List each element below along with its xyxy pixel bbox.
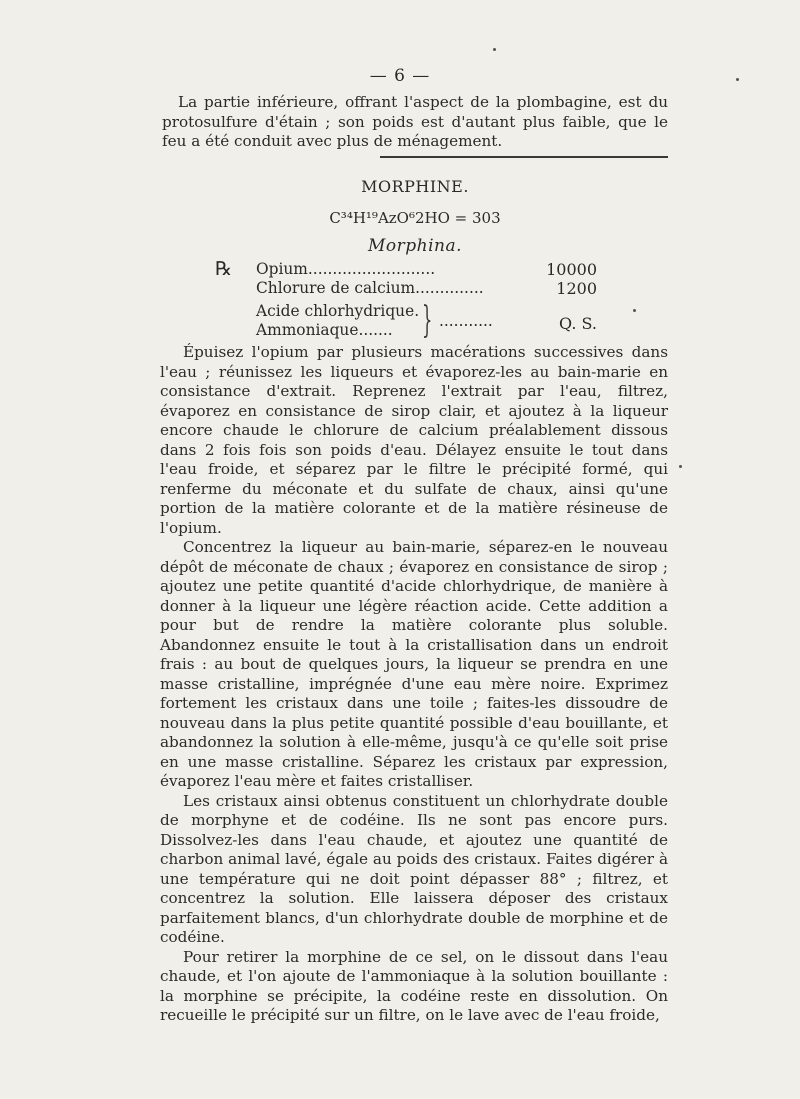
- recipe-symbol: ℞: [215, 258, 233, 280]
- print-speck: [736, 78, 739, 81]
- intro-text: La partie inférieure, offrant l'aspect de la plombagine, est du protosulfure d'étain ; son poids est d'autant plus faible, que le feu a été conduit avec plus de ménagement.: [162, 93, 668, 150]
- recipe-item-qty: 1200: [556, 279, 597, 298]
- recipe-item-chlorure: [256, 279, 484, 298]
- recipe-item-leader: ..............: [415, 279, 484, 297]
- recipe-shared-qty: Q. S.: [559, 314, 597, 333]
- recipe-item-ammoniaque: [256, 321, 393, 340]
- recipe-item-name: Acide chlorhydrique.: [256, 302, 420, 320]
- recipe-shared-leader: ...........: [439, 312, 493, 330]
- print-speck: [633, 309, 636, 312]
- paragraph: Concentrez la liqueur au bain-marie, séparez-en le nouveau dépôt de méconate de chaux ; évaporez en consistance de sirop ; ajoutez une petite quantité d'acide chlorhydrique, de manière à donner à la liqueur une légère réaction acide. Cette addition a pour but de rendre la matière colorante plus soluble. Abandonnez ensuite le tout à la cristallisation dans un endroit frais : au bout de quelques jours, la liqueur se prendra en une masse cristalline, imprégnée d'une eau mère noire. Exprimez fortement les cristaux dans une toile ; faites-les dissoudre de nouveau dans la plus petite quantité possible d'eau bouillante, et abandonnez la solution à elle-même, jusqu'à ce qu'elle soit prise en une masse cristalline. Séparez les cristaux par expression, évaporez l'eau mère et faites cristalliser.: [160, 538, 668, 790]
- recipe-item-name: Opium: [256, 260, 308, 278]
- print-speck: [679, 465, 682, 468]
- latin-name: Morphina.: [367, 236, 463, 256]
- recipe-item-leader: ..........................: [307, 260, 436, 278]
- paragraph: Les cristaux ainsi obtenus constituent un chlorhydrate double de morphyne et de codéine. Ils ne sont pas encore purs. Dissolvez-les dans l'eau chaude, et ajoutez une quantité de charbon animal lavé, égale au poids des cristaux. Faites digérer à une température qui ne doit point dépasser 88° ; filtrez, et concentrez la solution. Elle laissera déposer des cristaux parfaitement blancs, d'un chlorhydrate double de morphine et de codéine.: [160, 791, 668, 946]
- recipe-brace: }: [422, 300, 433, 341]
- paragraph: Épuisez l'opium par plusieurs macérations successives dans l'eau ; réunissez les liqueurs et évaporez-les au bain-marie en consistance d'extrait. Reprenez l'extrait par l'eau, filtrez, évaporez en consistance de sirop clair, et ajoutez à la liqueur encore chaude le chlorure de calcium préalablement dissous dans 2 fois fois son poids d'eau. Délayez ensuite le tout dans l'eau froide, et séparez par le filtre le précipité formé, qui renferme du méconate et du sulfate de chaux, ainsi qu'une portion de la matière colorante et de la matière résineuse de l'opium.: [160, 343, 668, 537]
- recipe-item-acide: [256, 302, 419, 321]
- section-divider: [380, 156, 668, 158]
- chemical-formula: C³⁴H¹⁹AzO⁶2HO = 303: [329, 209, 501, 227]
- recipe-item-opium: [256, 260, 435, 279]
- page-number: — 6 —: [369, 66, 431, 86]
- section-title: MORPHINE.: [361, 177, 469, 196]
- body-text: [160, 343, 668, 1026]
- recipe-item-name: Chlorure de calcium: [256, 279, 416, 297]
- paragraph: Pour retirer la morphine de ce sel, on le dissout dans l'eau chaude, et l'on ajoute de l'ammoniaque à la solution bouillante : la morphine se précipite, la codéine reste en dissolution. On recueille le précipité sur un filtre, on le lave avec de l'eau froide,: [160, 947, 668, 1024]
- recipe-item-leader: .......: [358, 321, 393, 339]
- recipe-item-name: Ammoniaque: [256, 321, 359, 339]
- intro-paragraph: [162, 93, 668, 152]
- recipe-item-qty: 10000: [546, 260, 597, 279]
- print-speck: [493, 48, 496, 51]
